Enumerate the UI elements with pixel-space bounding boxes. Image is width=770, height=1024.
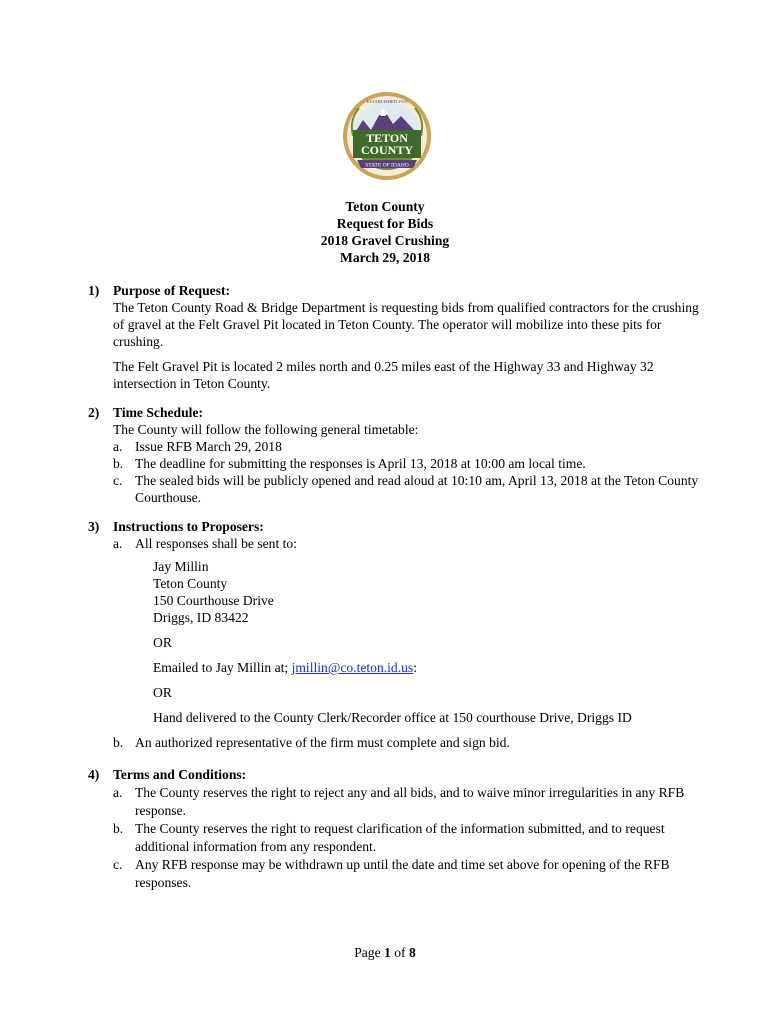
paragraph: The Felt Gravel Pit is located 2 miles north and 0.25 miles east of the Highway 33 and Highway 32 intersection in Teton County. <box>113 359 654 391</box>
paragraph: The County will follow the following general timetable: <box>113 422 419 437</box>
email-line: Emailed to Jay Millin at; jmillin@co.teton.id.us: <box>153 660 417 675</box>
header-project: 2018 Gravel Crushing <box>320 233 450 248</box>
list-item: a. Issue RFB March 29, 2018 <box>113 439 282 454</box>
section-heading: 1) Purpose of Request: <box>88 283 231 298</box>
logo-line2: COUNTY <box>360 143 414 157</box>
mailing-address: Jay Millin Teton County 150 Courthouse Drive Driggs, ID 83422 OR Emailed to Jay Millin at; jmillin@co.teton.id.us: OR Hand delivered to the County Clerk/Recorder office at 150 courthouse Drive, Driggs ID <box>88 558 708 726</box>
list-item: b. The deadline for submitting the responses is April 13, 2018 at 10:00 am local time. <box>113 456 586 471</box>
header-date: March 29, 2018 <box>340 250 430 265</box>
or-text: OR <box>153 635 172 650</box>
list-item: a. All responses shall be sent to: <box>113 536 297 551</box>
hand-delivery-text: Hand delivered to the County Clerk/Recorder office at 150 courthouse Drive, Driggs ID <box>153 710 632 725</box>
email-link[interactable]: jmillin@co.teton.id.us <box>291 660 414 675</box>
page-number: 1 <box>384 945 391 960</box>
logo-line1: TETON <box>366 131 408 145</box>
header-request: Request for Bids <box>336 216 434 231</box>
section-time-schedule <box>88 404 708 506</box>
page-footer: Page 1 of 8 <box>354 945 416 960</box>
teton-county-logo <box>339 90 435 184</box>
list-item: b. An authorized representative of the firm must complete and sign bid. <box>113 735 510 750</box>
or-text: OR <box>153 685 172 700</box>
list-item: a. The County reserves the right to reject any and all bids, and to waive minor irregularities in any RFB response. <box>113 785 685 818</box>
section-heading: 3) Instructions to Proposers: <box>88 519 264 534</box>
section-purpose <box>88 282 708 392</box>
paragraph: The Teton County Road & Bridge Department is requesting bids from qualified contractors for the crushing of gravel at the Felt Gravel Pit located in Teton County. The operator will mobilize into these pits for crushing. <box>113 300 699 349</box>
section-instructions <box>88 518 708 751</box>
page-total: 8 <box>408 945 416 960</box>
section-heading: 2) Time Schedule: <box>88 405 203 420</box>
list-item: c. Any RFB response may be withdrawn up until the date and time set above for opening of the RFB responses. <box>113 857 670 890</box>
section-heading: 4) Terms and Conditions: <box>88 767 247 782</box>
document-header <box>0 198 770 266</box>
section-terms <box>88 766 708 892</box>
header-county: Teton County <box>345 199 425 214</box>
list-item: c. The sealed bids will be publicly opened and read aloud at 10:10 am, April 13, 2018 at the Teton County Courthouse. <box>113 473 699 505</box>
terms-list <box>88 784 708 892</box>
schedule-list <box>88 438 708 506</box>
logo-established: ESTABLISHED 1915 <box>366 99 408 104</box>
logo-banner: STATE OF IDAHO <box>365 162 409 169</box>
list-item: b. The County reserves the right to request clarification of the information submitted, and to request additional information from any respondent. <box>113 821 665 854</box>
